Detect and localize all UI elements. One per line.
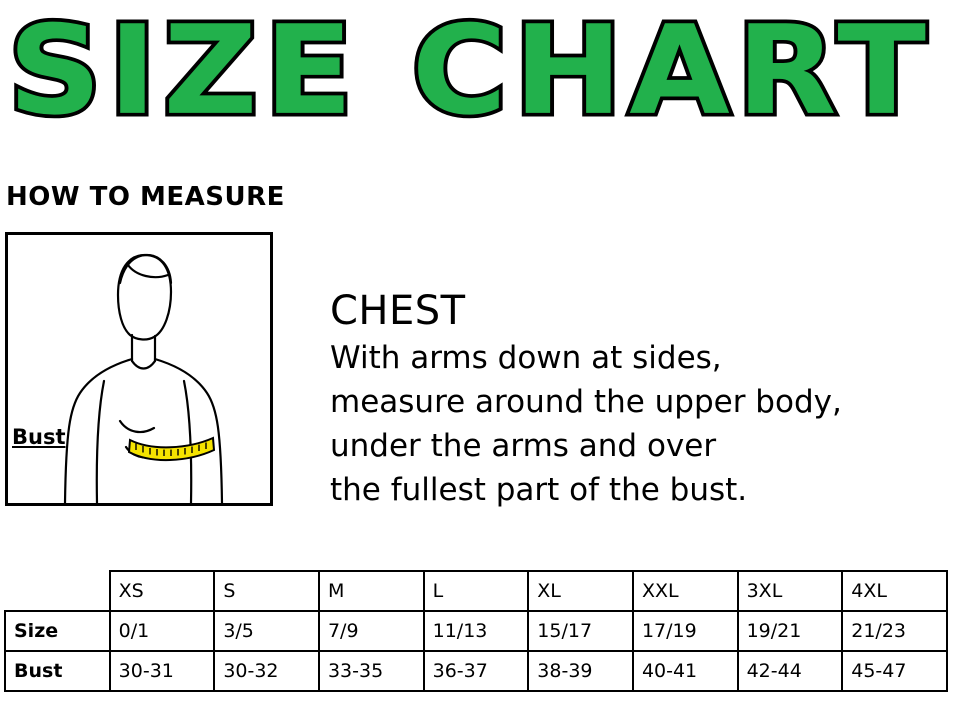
table-corner-cell	[5, 571, 110, 611]
cell-bust-xl: 38-39	[528, 651, 633, 691]
chest-description-line-4: the fullest part of the bust.	[330, 472, 748, 508]
table-header-row	[5, 571, 947, 611]
table-header	[5, 571, 947, 611]
column-header-xs: XS	[110, 571, 215, 611]
page-title: SIZE CHART	[8, 0, 933, 143]
column-header-xl: XL	[528, 571, 633, 611]
cell-size-xl: 15/17	[528, 611, 633, 651]
cell-size-3xl: 19/21	[738, 611, 843, 651]
row-label-bust: Bust	[5, 651, 110, 691]
table-row	[5, 651, 947, 691]
cell-size-m: 7/9	[319, 611, 424, 651]
cell-size-4xl: 21/23	[842, 611, 947, 651]
chest-description	[330, 336, 930, 512]
cell-size-s: 3/5	[214, 611, 319, 651]
chest-description-line-3: under the arms and over	[330, 428, 717, 464]
how-to-measure-heading: HOW TO MEASURE	[6, 182, 285, 212]
size-chart-table	[4, 570, 948, 692]
chest-description-line-2: measure around the upper body,	[330, 384, 842, 420]
page-title-banner	[0, 0, 953, 150]
cell-size-l: 11/13	[424, 611, 529, 651]
cell-bust-4xl: 45-47	[842, 651, 947, 691]
column-header-4xl: 4XL	[842, 571, 947, 611]
column-header-s: S	[214, 571, 319, 611]
column-header-l: L	[424, 571, 529, 611]
row-label-size: Size	[5, 611, 110, 651]
chest-description-block	[330, 288, 930, 512]
measurement-illustration	[5, 232, 273, 506]
table-body	[5, 611, 947, 691]
cell-bust-xs: 30-31	[110, 651, 215, 691]
woman-figure-icon	[8, 235, 270, 503]
chest-description-line-1: With arms down at sides,	[330, 340, 722, 376]
column-header-xxl: XXL	[633, 571, 738, 611]
cell-bust-xxl: 40-41	[633, 651, 738, 691]
column-header-3xl: 3XL	[738, 571, 843, 611]
cell-bust-m: 33-35	[319, 651, 424, 691]
cell-bust-l: 36-37	[424, 651, 529, 691]
table-row	[5, 611, 947, 651]
cell-bust-s: 30-32	[214, 651, 319, 691]
tape-measure-icon	[129, 438, 214, 460]
chest-title: CHEST	[330, 288, 466, 334]
cell-bust-3xl: 42-44	[738, 651, 843, 691]
cell-size-xxl: 17/19	[633, 611, 738, 651]
bust-measurement-label: Bust	[12, 425, 66, 449]
column-header-m: M	[319, 571, 424, 611]
cell-size-xs: 0/1	[110, 611, 215, 651]
